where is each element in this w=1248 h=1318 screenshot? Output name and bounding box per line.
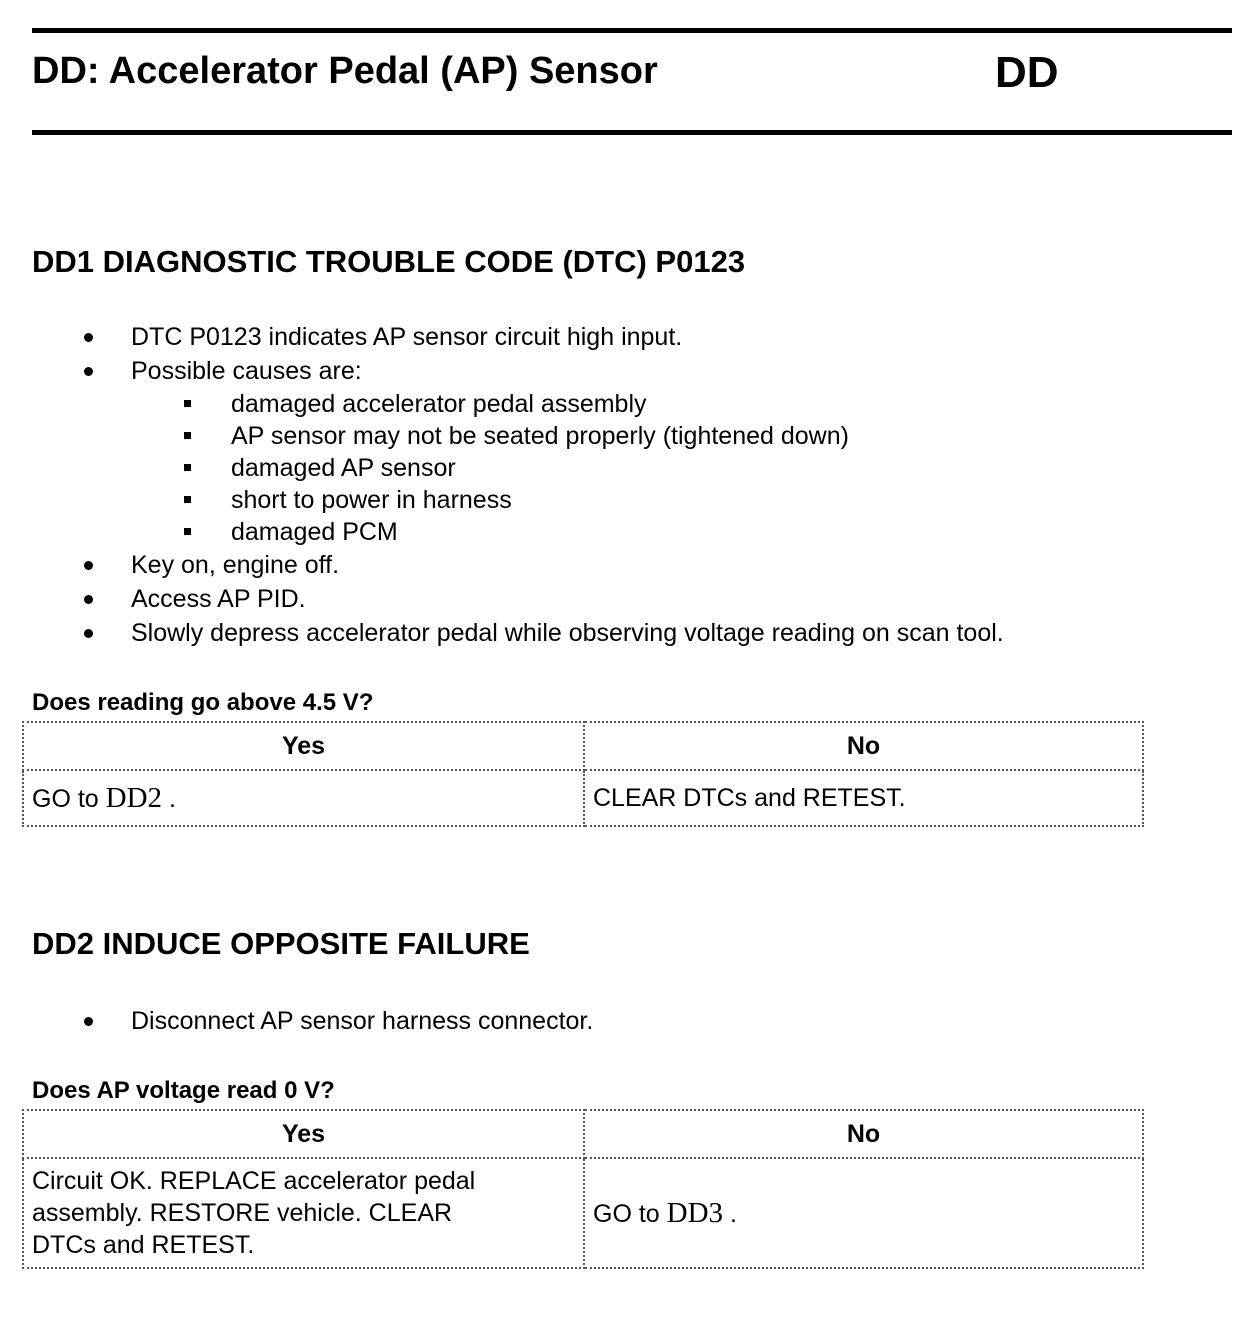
no-header: No xyxy=(584,1110,1143,1158)
square-bullet-icon xyxy=(184,464,191,471)
dd2-link[interactable]: DD2 xyxy=(105,781,163,814)
header-top-rule xyxy=(32,28,1232,33)
square-bullet-icon xyxy=(184,528,191,535)
dd1-yes-cell: GO to DD2 . xyxy=(23,770,584,826)
dd2-step-title: DD2 INDUCE OPPOSITE FAILURE xyxy=(32,926,530,961)
bullet-icon xyxy=(84,561,93,570)
dd1-decision-table xyxy=(22,721,1144,827)
list-item: Slowly depress accelerator pedal while observing voltage reading on scan tool. xyxy=(0,616,1004,650)
bullet-icon xyxy=(84,595,93,604)
square-bullet-icon xyxy=(184,400,191,407)
dd3-link[interactable]: DD3 xyxy=(666,1196,724,1229)
dd2-yes-cell: Circuit OK. REPLACE accelerator pedal assembly. RESTORE vehicle. CLEAR DTCs and RETEST. xyxy=(23,1158,584,1268)
cause-item: damaged AP sensor xyxy=(0,452,1004,484)
yes-header: Yes xyxy=(23,1110,584,1158)
yes-header: Yes xyxy=(23,722,584,770)
dd2-question: Does AP voltage read 0 V? xyxy=(32,1077,335,1104)
bullet-icon xyxy=(84,1017,93,1026)
bullet-icon xyxy=(84,333,93,342)
cause-item: AP sensor may not be seated properly (tightened down) xyxy=(0,420,1004,452)
list-item: Key on, engine off. xyxy=(0,548,1004,582)
dd2-decision-table xyxy=(22,1109,1144,1269)
dd1-no-cell: CLEAR DTCs and RETEST. xyxy=(584,770,1143,826)
dd2-bullet-list xyxy=(0,1004,593,1038)
list-item: DTC P0123 indicates AP sensor circuit high input. xyxy=(0,320,1004,354)
list-item: Disconnect AP sensor harness connector. xyxy=(0,1004,593,1038)
cause-item: short to power in harness xyxy=(0,484,1004,516)
document-title: DD: Accelerator Pedal (AP) Sensor xyxy=(32,50,658,92)
document-code: DD xyxy=(995,48,1059,97)
list-item: Possible causes are: damaged accelerator pedal assembly AP sensor may not be seated properly (tightened down) damaged AP sensor short to power in harness damaged PCM xyxy=(0,354,1004,548)
square-bullet-icon xyxy=(184,432,191,439)
list-item: Access AP PID. xyxy=(0,582,1004,616)
square-bullet-icon xyxy=(184,496,191,503)
header-bottom-rule xyxy=(32,130,1232,135)
bullet-icon xyxy=(84,629,93,638)
dd2-no-cell: GO to DD3 . xyxy=(584,1158,1143,1268)
cause-item: damaged accelerator pedal assembly xyxy=(0,388,1004,420)
dd1-question: Does reading go above 4.5 V? xyxy=(32,689,374,716)
no-header: No xyxy=(584,722,1143,770)
cause-item: damaged PCM xyxy=(0,516,1004,548)
bullet-icon xyxy=(84,367,93,376)
dd1-step-title: DD1 DIAGNOSTIC TROUBLE CODE (DTC) P0123 xyxy=(32,244,746,279)
possible-causes-list xyxy=(0,388,1004,548)
dd1-bullet-list xyxy=(0,320,1004,650)
